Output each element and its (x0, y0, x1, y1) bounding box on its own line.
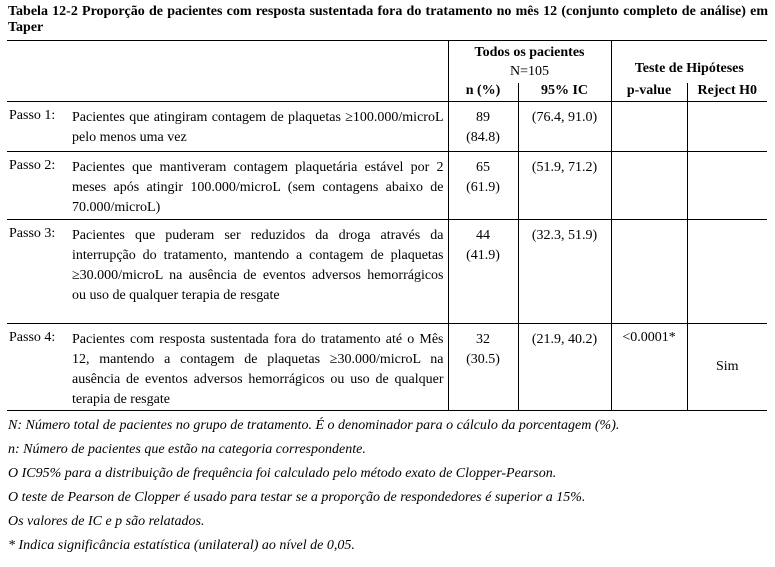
footnote: n: Número de pacientes que estão na categoria correspondente. (8, 442, 366, 457)
n-value: 89 (476, 110, 490, 125)
footnote: O teste de Pearson de Clopper é usado para testar se a proporção de respondedores é superior a 15%. (8, 490, 586, 505)
footnote: * Indica significância estatística (unilateral) ao nível de 0,05. (8, 538, 355, 553)
header-n-pct: n (%) (448, 83, 518, 102)
ci-cell: (76.4, 91.0) (518, 102, 611, 152)
header-row-2 (7, 83, 767, 102)
step-label: Passo 3: (7, 220, 70, 324)
reject-cell (687, 220, 767, 324)
header-row-1 (7, 41, 767, 83)
pct-value: (41.9) (466, 248, 500, 263)
n-value: 44 (476, 228, 490, 243)
step-label: Passo 4: (7, 324, 70, 411)
step-description: Pacientes que mantiveram contagem plaquetária estável por 2 meses após atingir 100.000/microL (sem contagens abaixo de 70.000/microL) (70, 152, 448, 220)
header-all-patients-label: Todos os pacientes (474, 45, 585, 60)
results-table (7, 40, 767, 411)
table-footnotes (8, 414, 768, 558)
reject-cell (687, 102, 767, 152)
header-empty-cell-2 (7, 83, 448, 102)
p-value-cell (611, 152, 687, 220)
header-reject-h0: Reject H0 (687, 83, 767, 102)
header-all-patients (448, 41, 611, 83)
p-value-cell: <0.0001* (611, 324, 687, 411)
footnote: Os valores de IC e p são relatados. (8, 514, 205, 529)
table-title: Tabela 12-2 Proporção de pacientes com resposta sustentada fora do tratamento no mês 12 (conjunto completo de análise) em Taper (8, 4, 768, 35)
step-description: Pacientes que atingiram contagem de plaquetas ≥100.000/microL pelo menos uma vez (70, 102, 448, 152)
header-ci95: 95% IC (518, 83, 611, 102)
ci-cell: (21.9, 40.2) (518, 324, 611, 411)
table-row (7, 152, 767, 220)
reject-cell: Sim (687, 324, 767, 411)
n-value: 65 (476, 160, 490, 175)
pct-value: (61.9) (466, 180, 500, 195)
table-row (7, 220, 767, 324)
n-pct-cell (448, 152, 518, 220)
header-n-total: N=105 (510, 64, 550, 79)
n-pct-cell (448, 220, 518, 324)
reject-cell (687, 152, 767, 220)
step-label: Passo 2: (7, 152, 70, 220)
ci-cell: (32.3, 51.9) (518, 220, 611, 324)
header-p-value: p-value (611, 83, 687, 102)
step-label: Passo 1: (7, 102, 70, 152)
ci-cell: (51.9, 71.2) (518, 152, 611, 220)
footnote: N: Número total de pacientes no grupo de tratamento. É o denominador para o cálculo da porcentagem (%). (8, 418, 620, 433)
p-value-cell (611, 220, 687, 324)
n-pct-cell (448, 102, 518, 152)
n-value: 32 (476, 332, 490, 347)
step-description: Pacientes com resposta sustentada fora do tratamento até o Mês 12, mantendo a contagem de plaquetas ≥30.000/microL na ausência de eventos adversos hemorrágicos ou uso de qualquer terapia de resgate (70, 324, 448, 411)
step-description: Pacientes que puderam ser reduzidos da droga através da interrupção do tratamento, mantendo a contagem de plaquetas ≥30.000/microL na ausência de eventos adversos hemorrágicos ou uso de qualquer terapia de resgate (70, 220, 448, 324)
header-hypothesis-test: Teste de Hipóteses (611, 41, 767, 83)
pct-value: (84.8) (466, 130, 500, 145)
p-value-cell (611, 102, 687, 152)
n-pct-cell (448, 324, 518, 411)
pct-value: (30.5) (466, 352, 500, 367)
header-empty-cell (7, 41, 448, 83)
table-row (7, 324, 767, 411)
footnote: O IC95% para a distribuição de frequência foi calculado pelo método exato de Clopper-Pearson. (8, 466, 557, 481)
table-row (7, 102, 767, 152)
